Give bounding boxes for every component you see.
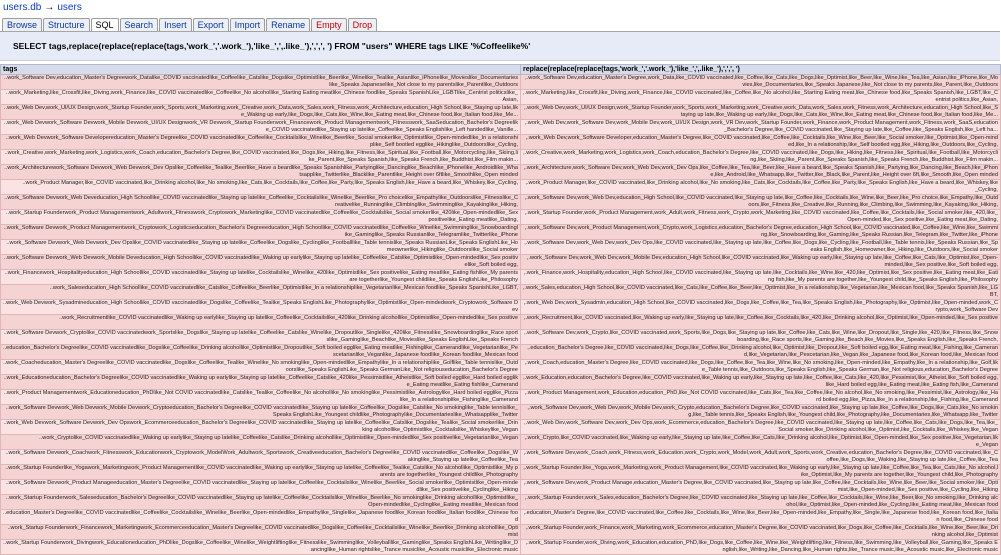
table-row [1,105,1001,120]
cell-replaced-tags: ,.work_Product Manager,like_COVID vaccinated,like_Drinking alcohol,like_No smoking,like_Cats,like_Cocktails,like_Coffee,like_Party,like_Speaks English,like_Have a beard,like_Whiskey,like_Cycling, [521,180,1001,195]
cell-tags: ..work_Software Devwork_Product Managementwork_Cryptowork_Logisticseducation_Bachelor's Degreeeducation_High Schoollike_COVID vaccinatedlike_Coffeelike_Winelike_Swimminglike_Snowboardinglike_Gaminglike_Speaks Russianlike_Telegramlike_Twitterlike_iPhone [1,225,521,240]
cell-replaced-tags: ,.work_Startup Founder,work_Finance,work_Marketing,work_Ecommerce,education_Master's Degree,like_COVID vaccinated,like_Dogs,like_Coffee,like_Cocktails,like_Wine,like_Beer,like_Drinking alcohol,like_Optimist [521,525,1001,540]
table-row [1,450,1001,465]
cell-replaced-tags: ,.work_Product Management,work_Education,education_PhD,like_Not COVID vaccinated,like_Cats,like_Tea,like_Coffee,like_No alcohol,like_No smoking,like_Pessimist,like_Astrology,like_Hard boiled egg,like_Pizza,like_In a relationship,like_Fishing,like_Camerand [521,390,1001,405]
table-row [1,165,1001,180]
tab-empty[interactable]: Empty [311,18,347,31]
cell-replaced-tags: ,.work_Startup Founder,like_Yoga,work_Marketing,work_Product Management,like_COVID vaccinated,like_Waking up early,like_Staying up late,like_Coffee,like_Tea,like_Cats,like_No alcohol,like_Optimist,like_My parents are together,like_Youngest child,like_Photography [521,465,1001,480]
cell-tags: ..work_Recruitmentlike_COVID vaccinatedlike_Waking up earlylike_Staying up latelike_Coffeelike_Cocktailslike_420like_Drinking alcohollike_Optimistlike_Open-mindedlike_Sex positive [1,315,521,330]
table-row [1,285,1001,300]
table-row [1,330,1001,345]
table-row [1,270,1001,285]
tab-sql[interactable]: SQL [91,18,119,31]
table-row [1,420,1001,435]
cell-replaced-tags: ,.work_Web Dev,work_Software Developer,education_Master's Degree,like_COVID vaccinated,like_Coffee,like_Cocktails,like_Wine,like_Beer,like_Social smoker,like_Optimist,like_Open-minded,like_In a relationship,like_Self bootled egg,like_Hiking,like_Outdoors,like_Cycling, [521,135,1001,150]
cell-tags: ..work_Marketing,like_Crossfit,like_Diving,work_Finance,like_COVID vaccinatedlike_Coffeelike_No alcohollike_Starting Eating meatlike_Chinese foodlike_Speaks SpanishLike_LGBTlike_Centrist politicslike_Asian, [1,90,521,105]
cell-replaced-tags: ,.work_Sales,education_High School,like_COVID vaccinated,like_Cats,like_Coffee,like_Beer,like_Optimist,like_In a relationship,like_Vegetarian,like_Mexican food,like_Speaks Spanish,like_LGBT, [521,285,1001,300]
table-row [1,375,1001,390]
results-body [1,75,1001,555]
table-row [1,315,1001,330]
tab-search[interactable]: Search [120,18,159,31]
table-row [1,210,1001,225]
results-table [0,64,1001,555]
cell-tags: ..education_Bachelor's Degreelike_COVID vaccinatedlike_Dogslike_Coffeelike_Drinking alcohollike_Optimistlike_Dropoutlike_Soft boiled egglike_Eating meatlike_Fishinglike_Camerandlike_Vegetarianlike_Pescetarianlike_Veganlike_Japanese foodlike_Korean foodlike_Mexican food [1,345,521,360]
cell-tags: ..work_Software Devwork_Web Devwork_Dev Opslike_COVID vaccinatedlike_Staying up latelike_Coffeelike_Dogslike_Cyclinglike_Footballlike_Table tennislike_Speaks RussianLike_Speaks EnglishLike_Homeownerlike_Hikinglike_Outdoorslike_Social smoker [1,240,521,255]
breadcrumb-table-link[interactable]: users [57,2,82,13]
cell-replaced-tags: ,.work_Coach,education_Master's Degree,like_COVID vaccinated,like_Dogs,like_Coffee,like_Tea,like_Wine,like_No smoking,like_Open-minded,like_Empathy,like_In a relationship,like_Golf,like_Table tennis,like_Outdoors,like_Speaks English,like_Speaks German,like_Not religious,education_Bachelor's Degree [521,360,1001,375]
cell-replaced-tags: ,.work_Software Dev,work_Web Dev,work_Mobile Dev,work_Crypto,education_Bachelor's Degree,like_COVID vaccinated,like_Staying up late,like_Coffee,like_Dogs,like_Cats,like_No smoking,like_Table tennis,like_Speaks English,like_Youngest child,like_Photography,like_Documentaries,like_Whatsapp,like_Twitter [521,405,1001,420]
cell-tags: ..work_Software Devwork_Product Manageeducation_Master's Degreelike_COVID vaccinatedlike_Staying up latelike_Coffeelike_Cocktailslike_Winelike_Beerlike_Social smokerlike_Optimistlike_Open-mindedlike_Sex positivelike_Cyclinglike_Hiking [1,480,521,495]
table-row [1,360,1001,375]
cell-tags: ..work_Software Devwork_Coachwork_Fitnesswork_Educationwork_Cryptowork_ModelWork_Adultwork_Sportswork_Creativeeducation_Bachelor's Degreelike_COVID vaccinatedlike_Coffeelike_Dogslike_Wakinglike_Staying up latelike_Coffeelike_Tea [1,450,521,465]
cell-replaced-tags: ,.work_Startup Founder,work_Product Management,work_Adult,work_Fitness,work_Crypto,work_Marketing,like_COVID vaccinated,like_Coffee,like_Cocktails,like_Social smoker,like_420,like_Open-minded,like_Sex positive,like_Eating meat,like_Dating, [521,210,1001,225]
cell-replaced-tags: ,.work_Crypto,like_COVID vaccinated,like_Waking up early,like_Staying up late,like_Coffee,like_Cats,like_Drinking alcohol,like_Optimist,like_Open-minded,like_Sex positive,like_Vegetarian,like_Vegan [521,435,1001,450]
breadcrumb-arrow-icon: → [44,2,55,13]
table-row [1,240,1001,255]
cell-tags: ..work_Software Devwork_Web Devwork_Mobile Devwork_Cryptoeducation_Bachelor's Degreelike_COVID vaccinatedlike_Staying up latelike_Coffeelike_Dogslike_Catslike_No smokinglike_Table tennislike_Speaks EnglishLike_Youngest childlike_Photographylike_Documentarieslike_Whatsapplike_Twitter [1,405,521,420]
table-row [1,405,1001,420]
cell-tags: ..work_Startup Founderwork_Divingwork_Educationeducation_PhDlike_Dogslike_Coffeelike_Winelike_Weightliftinglike_Fitnesslike_Swimminglike_Volleyballlike_Gaminglike_Speaks EnglishLike_Writinglike_Dancinglike_Human rightslike_Trance musiclike_Acoustic musiclike_Electronic music [1,540,521,555]
cell-tags: ..work_Creative,work_Marketing,work_Logistics,work_Coach,education_Bachelor's Degree,like_COVID vaccinated,like_Dogs,like_Hiking,like_Fitness,like_Spiritual,like_Football,like_Motorcycling,like_Skiing,like_Parent,like_Speaks Spanish,like_Speaks French,like_Buddhist,like_Film makin... [1,150,521,165]
tab-import[interactable]: Import [230,18,266,31]
cell-replaced-tags: ,.work_Web Dev,work_Software Dev,work_Mobile Dev,work_UI/UX Design,work_VR Dev,work_Startup Founder,work_Finance,work_Product Management,work_Fitness,work_SaaS,education_Bachelor's Degree,like_COVID vaccinated,like_Staying up late,like_Coffee,like_Speaks English,like_Left ha... [521,120,1001,135]
tab-bar [0,16,1000,32]
cell-replaced-tags: ,.work_Software Dev,work_Crypto,like_COVID vaccinated,work_Sports,like_Dogs,like_Staying up late,like_Coffee,like_Cats,like_Wine,like_Dropout,like_Single,like_420,like_Fitness,like_Snowboarding,like_Race sports,like_Gaming,like_Beach,like_Movies,like_Speaks English,like_Speaks French, [521,330,1001,345]
table-row [1,435,1001,450]
cell-replaced-tags: ,.work_Web Dev,work_Sysadmin,education_High School,like_COVID vaccinated,like_Dogs,like_Coffee,like_Tea,like_Speaks English,like_Photography,like_Optimist,like_Open-minded,work_Crypto,work_Software Dev [521,300,1001,315]
cell-tags: ..work_Cryptolike_COVID vaccinatedlike_Waking up earlylike_Staying up latelike_Coffeelike_Catslike_Drinking alcohollike_Optimistlike_Open-mindedlike_Sex positivelike_Vegetarianlike_Vegan [1,435,521,450]
table-row [1,465,1001,480]
table-row [1,345,1001,360]
cell-tags: ..work_Software Devwork_Web Devwork_Mobile Deveducation_High Schoollike_COVID vaccinatedlike_Waking up earlylike_Staying up latelike_Coffeelike_Catslike_Optimistlike_Open-mindedlike_Sex positivelike_Soft boiled egg, [1,255,521,270]
cell-tags: ..work_Web Devwork_Sysadmineducation_High Schoollike_COVID vaccinatedlike_Dogslike_Coffeelike_Tealike_Speaks EnglishLike_Photographylike_Optimistlike_Open-mindedwork_Cryptowork_Software Dev [1,300,521,315]
cell-replaced-tags: ,.work_Architecture,work_Software Dev,work_Web Dev,work_Dev Ops,like_Coffee,like_Tea,like_Beer,like_Have a beard,like_Speaks Spanish,like_Partying,like_Dancing,like_Beach,like_iPhone,like_Android,like_Whatsapp,like_Twitter,like_Black,like_Parent,like_Height over 6ft,like_Smooth,like_Open minded [521,165,1001,180]
cell-tags: ..work_Web Devwork_Software Devwork_Dev Opswork_Ecommerceeducation_Bachelor's Degreelike_COVID vaccinatedlike_Staying up latelike_Coffeelike_Catslike_Dogslike_Tealike_Social smokerlike_Drinking alcohollike_Optimistlike_Cocktailslike_Whiskeylike_Vegan [1,420,521,435]
cell-tags: ..work_Software Devwork_Web Deveducation_High Schoollike_COVID vaccinatedlike_Staying up latelike_Coffeelike_Cocktailslike_Winelike_Beerlike_Pro choicelike_Empathylike_Outdoorslike_Fitnesslike_Creativelike_Runninglike_Climbinglike_Swimminglike_Kayakinglike_Hiking, [1,195,521,210]
cell-replaced-tags: ,.work_Software Dev,education_Master's Degree,work_Data,like_COVID vaccinated,like_Coffee,like_Cats,like_Dogs,like_Optimist,like_Beer,like_Wine,like_Tea,like_Asian,like_iPhone,like_Movies,like_Documentaries,like_Speaks Japanese,like_Not close to my parents,like_Parent,like_Outdoors [521,75,1001,90]
cell-replaced-tags: ,.work_Web Dev,work_Software Dev,work_Dev Ops,work_Ecommerce,education_Bachelor's Degree,like_COVID vaccinated,like_Staying up late,like_Coffee,like_Cats,like_Dogs,like_Tea,like_Social smoker,like_Drinking alcohol,like_Optimist,like_Cocktails,like_Whiskey,like_Vegan [521,420,1001,435]
cell-tags: ..work_Coacheducation_Master's Degreelike_COVID vaccinatedlike_Dogslike_Coffeelike_Tealike_Winelike_No smokinglike_Open-mindedlike_Empathylike_In a relationshiplike_Golflike_Table tennislike_Outdoorslike_Speaks EnglishLike_Speaks GermanLike_Not religiouseducation_Bachelor's Degree [1,360,521,375]
cell-replaced-tags: ,.work_Software Dev,work_Web Dev,work_Mobile Dev,education_High School,like_COVID vaccinated,like_Waking up early,like_Staying up late,like_Coffee,like_Cats,like_Optimist,like_Open-minded,like_Sex positive,like_Soft boiled egg, [521,255,1001,270]
tab-browse[interactable]: Browse [2,18,42,31]
cell-tags: ..work_Startup Founderwork_Financework_Marketingwork_Ecommerceeducation_Master's Degreelike_COVID vaccinatedlike_Dogslike_Coffeelike_Cocktailslike_Winelike_Beerlike_Drinking alcohollike_Optimist [1,525,521,540]
cell-tags: ..work_Web Devwork_Software Developereducation_Master's Degreelike_COVID vaccinatedlike_Coffeelike_Cocktailslike_Winelike_Beerlike_Social smokerlike_Optimistlike_Open-mindedlike_In a relationshiplike_Self bootled egglike_Hikinglike_Outdoorslike_Cycling, [1,135,521,150]
cell-tags: ..work_Product Managementwork_Educationeducation_PhDlike_Not COVID vaccinatedlike_Catslike_Tealike_Coffeelike_No alcohollike_No smokinglike_Pessimistlike_Astrologylike_Hard boiled egglike_Pizzalike_In a relationshiplike_Fishinglike_Camerand [1,390,521,405]
table-row [1,300,1001,315]
tab-insert[interactable]: Insert [159,18,192,31]
cell-tags: ..work_Software Dev,education_Master's Degreework_Datalike_COVID vaccinatedlike_Coffeelike_Catslike_Dogslike_OptimistIike_Beerlike_Winelike_Tealike_Asianlike_iPhonelike_Movieslike_Documentarieslike_Speaks Japaneselike_Not close to my parentslike_Parentlike_Outdoors [1,75,521,90]
cell-replaced-tags: ,.work_Software Dev,work_Web Dev,education_High School,like_COVID vaccinated,like_Staying up late,like_Coffee,like_Cocktails,like_Wine,like_Beer,like_Pro choice,like_Empathy,like_Outdoors,like_Fitness,like_Creative,like_Running,like_Climbing,like_Swimming,like_Kayaking,like_Hiking, [521,195,1001,210]
table-row [1,540,1001,555]
cell-tags: ..work_Startup Founderwork_Saleseducation_Bachelor's Degreelike_COVID vaccinatedlike_Staying up latelike_Coffeelike_Cocktailslike_Winelike_Beerlike_No smokinglike_Drinking alcohollike_Optimistlike_Open-mindedlike_Cyclinglike_Eating meatlike_Mexican food [1,495,521,510]
table-row [1,525,1001,540]
cell-tags: ..work_Product Manager,like_COVID vaccinated,like_Drinking alcohol,like_No smoking,like_Cats,like_Cocktails,like_Coffee,like_Party,like_Speaks English,like_Have a beard,like_Whiskey,like_Cycling, [1,180,521,195]
tab-structure[interactable]: Structure [43,18,90,31]
table-row [1,135,1001,150]
cell-replaced-tags: ,.education_Master's Degree,like_COVID vaccinated,like_Coffee,like_Cocktails,like_Wine,like_Beer,like_Open-minded,like_Empathy,like_Single,like_Japanese food,like_Korean food,like_Italian food,like_Chinese food [521,510,1001,525]
cell-replaced-tags: ,.work_Software Dev,work_Product Manage,education_Master's Degree,like_COVID vaccinated,like_Staying up late,like_Coffee,like_Cocktails,like_Wine,like_Beer,like_Social smoker,like_Optimist,like_Open-minded,like_Sex positive,like_Cycling,like_Hiking [521,480,1001,495]
cell-tags: ..work_Architecturework_Software Devwork_Web Devwork_Dev Opslike_Coffeelike_Tealike_Beerlike_Have a beardlike_Speaks Spanishlike_Partyinglike_Dancinglike_Beachlike_iPhonelike_Androidlike_Whatsapplike_Twitterlike_Blacklike_Parentlike_Height over 6ftlike_Smoothlike_Open minded [1,165,521,180]
table-row [1,75,1001,90]
cell-replaced-tags: ,.work_Software Dev,work_Coach,work_Fitness,work_Education,work_Crypto,work_Model,work_Adult,work_Sports,work_Creative,education_Bachelor's Degree,like_COVID vaccinated,like_Coffee,like_Dogs,like_Waking,like_Staying up late,like_Coffee,like_Tea [521,450,1001,465]
cell-replaced-tags: ,.work_Web Dev,work_UI/UX Design,work_Startup Founder,work_Sports,work_Marketing,work_Creative,work_Data,work_Sales,work_Fitness,work_Architecture,education_High School,like_Staying up late,like_Waking up early,like_Dogs,like_Cats,like_Wine,like_Eating meat,like_Chinese food,like_Italian food,like_Me... [521,105,1001,120]
cell-replaced-tags: ,.education_Bachelor's Degree,like_COVID vaccinated,like_Dogs,like_Coffee,like_Drinking alcohol,like_Optimist,like_Dropout,like_Soft boiled egg,like_Eating meat,like_Fishing,like_Camerand,like_Vegetarian,like_Pescetarian,like_Vegan,like_Japanese food,like_Korean food,like_Mexican food [521,345,1001,360]
table-row [1,195,1001,210]
cell-tags: ..work_Startup Founderlike_Yogawork_Marketingwork_Product Managementlike_COVID vaccinatedlike_Waking up earlylike_Staying up latelike_Coffeelike_Tealike_Catslike_No alcohollike_Optimistlike_My parents are togetherlike_Youngest childlike_Photography [1,465,521,480]
header-row [1,65,1001,75]
cell-replaced-tags: ,.work_Startup Founder,work_Diving,work_Education,education_PhD,like_Dogs,like_Coffee,like_Wine,like_Weightlifting,like_Fitness,like_Swimming,like_Volleyball,like_Gaming,like_Speaks English,like_Writing,like_Dancing,like_Human rights,like_Trance music,like_Acoustic music,like_Electronic music [521,540,1001,555]
cell-tags: ..work_Web Devwork_Software Devwork_Mobile Devwork_UI/UX Designwork_VR Devwork_Startup Founderwork_Financework_Product Managementwork_Fitnesswork_SaaSeducation_Bachelor's Degreelike_COVID vaccinatedlike_Staying up latelike_Coffeelike_Speaks Englishlike_Left handedlike_Vanille... [1,120,521,135]
cell-replaced-tags: ,.work_Finance,work_Hospitality,education_High School,like_COVID vaccinated,like_Staying up late,like_Cocktails,like_Wine,like_420,like_Optimist,like_Sex positive,like_Eating meat,like_Eating fish,like_My parents are together,like_Youngest child,like_Speaks English,like_Philosophy [521,270,1001,285]
cell-replaced-tags: ,.work_Software Dev,work_Product Management,work_Crypto,work_Logistics,education_Bachelor's Degree,education_High School,like_COVID vaccinated,like_Coffee,like_Wine,like_Swimming,like_Snowboarding,like_Gaming,like_Speaks Russian,like_Telegram,like_Twitter,like_iPhone [521,225,1001,240]
cell-tags: ..education_Master's Degreelike_COVID vaccinatedlike_Coffeelike_Cocktailslike_Winelike_Beerlike_Open-mindedlike_Empathylike_Singlelike_Japanese foodlike_Korean foodlike_Italian foodlike_Chinese food [1,510,521,525]
table-row [1,255,1001,270]
tab-rename[interactable]: Rename [266,18,310,31]
table-row [1,510,1001,525]
tab-export[interactable]: Export [193,18,229,31]
table-row [1,390,1001,405]
cell-replaced-tags: ,.work_Software Dev,work_Web Dev,work_Dev Ops,like_COVID vaccinated,like_Staying up late,like_Coffee,like_Dogs,like_Cycling,like_Football,like_Table tennis,like_Speaks Russian,like_Speaks English,like_Homeowner,like_Hiking,like_Outdoors,like_Social smoker [521,240,1001,255]
cell-replaced-tags: ,.work_Startup Founder,work_Sales,education_Bachelor's Degree,like_COVID vaccinated,like_Staying up late,like_Coffee,like_Cocktails,like_Wine,like_Beer,like_No smoking,like_Drinking alcohol,like_Optimist,like_Open-minded,like_Cycling,like_Eating meat,like_Mexican food [521,495,1001,510]
cell-replaced-tags: ,.work_Education,education_Bachelor's Degree,like_COVID vaccinated,like_Waking up early,like_Staying up late,like_Coffee,like_Cats,like_420,like_Pessimist,like_Atheist,like_Soft boiled egg,like_Hard boiled egg,like_Eating meat,like_Eating fish,like_Camerand [521,375,1001,390]
sql-query-panel [0,32,1000,61]
cell-replaced-tags: ,.work_Recruitment,like_COVID vaccinated,like_Waking up early,like_Staying up late,like_Coffee,like_Cocktails,like_420,like_Drinking alcohol,like_Optimist,like_Open-minded,like_Sex positive [521,315,1001,330]
cell-tags: ..work_Educationeducation_Bachelor's Degreelike_COVID vaccinatedlike_Waking up earlylike_Staying up latelike_Coffeelike_Catslike_420like_Pessimistlike_Atheistlike_Soft boiled egglike_Hard boiled egglike_Eating meatlike_Eating fishlike_Camerand [1,375,521,390]
column-header-replace[interactable]: replace(replace(replace(tags,'work_','.work_'),'like_',',.like_'),',',', ') [521,65,1001,75]
column-header-tags[interactable]: tags [1,65,521,75]
sql-query-text: SELECT tags,replace(replace(replace(tags,'work_','.work_'),'like_',',.like_'),',',', ') FROM "users" WHERE tags LIKE '%Coffeelike%' [13,41,531,51]
table-row [1,120,1001,135]
table-row [1,150,1001,165]
results-area [0,64,1000,553]
cell-tags: ..work_Financework_Hospitalityeducation_High Schoollike_COVID vaccinatedlike_Staying up latelike_Cocktailslike_Winelike_420like_Optimistlike_Sex positivelike_Eating meatlike_Eating fishlike_My parents are togetherlike_Youngest childlike_Speaks EnglishLike_Philosophy [1,270,521,285]
breadcrumb [0,0,1000,16]
cell-tags: ..work_Web Dev,work_UI/UX Design,work_Startup Founder,work_Sports,work_Marketing,work_Creative,work_Data,work_Sales,work_Fitness,work_Architecture,education_High School,like_Staying up late,like_Waking up early,like_Dogs,like_Cats,like_Wine,like_Eating meat,like_Chinese food,like_Italian food,like_Me... [1,105,521,120]
cell-tags: ..work_Saleseducation_High Schoollike_COVID vaccinatedlike_Catslike_Coffeelike_Beerlike_Optimistlike_In a relationshiplike_Vegetarianlike_Mexican foodlike_Speaks SpanishLike_LGBT, [1,285,521,300]
table-row [1,225,1001,240]
tab-drop[interactable]: Drop [348,18,378,31]
table-row [1,90,1001,105]
breadcrumb-db-link[interactable]: users.db [3,2,42,13]
cell-tags: ..work_Startup Founderwork_Product Managementwork_Adultwork_Fitnesswork_Cryptowork_Marketinglike_COVID vaccinatedlike_Coffeelike_Cocktailslike_Social smokerlike_420like_Open-mindedlike_Sex positivelike_Eating meatlike_Dating, [1,210,521,225]
table-row [1,180,1001,195]
cell-tags: ..work_Software Devwork_Cryptolike_COVID vaccinatedwork_Sportslike_Dogslike_Staying up latelike_Coffeelike_Catslike_Winelike_Dropoutlike_Singlelike_420like_Fitnesslike_Snowboardinglike_Race sportslike_Gaminglike_Beachlike_Movieslike_Speaks EnglishLike_Speaks French [1,330,521,345]
table-row [1,480,1001,495]
cell-replaced-tags: ,.work_Marketing,like_Crossfit,like_Diving,work_Finance,like_COVID vaccinated,like_Coffee,like_No alcohol,like_Starting Eating meat,like_Chinese food,like_Speaks Spanish,like_LGBT,like_Centrist politics,like_Asian, [521,90,1001,105]
cell-replaced-tags: ,.work_Creative,work_Marketing,work_Logistics,work_Coach,education_Bachelor's Degree,like_COVID vaccinated,like_Dogs,like_Hiking,like_Fitness,like_Spiritual,like_Football,like_Motorcycling,like_Skiing,like_Parent,like_Speaks Spanish,like_Speaks French,like_Buddhist,like_Film makin... [521,150,1001,165]
table-row [1,495,1001,510]
